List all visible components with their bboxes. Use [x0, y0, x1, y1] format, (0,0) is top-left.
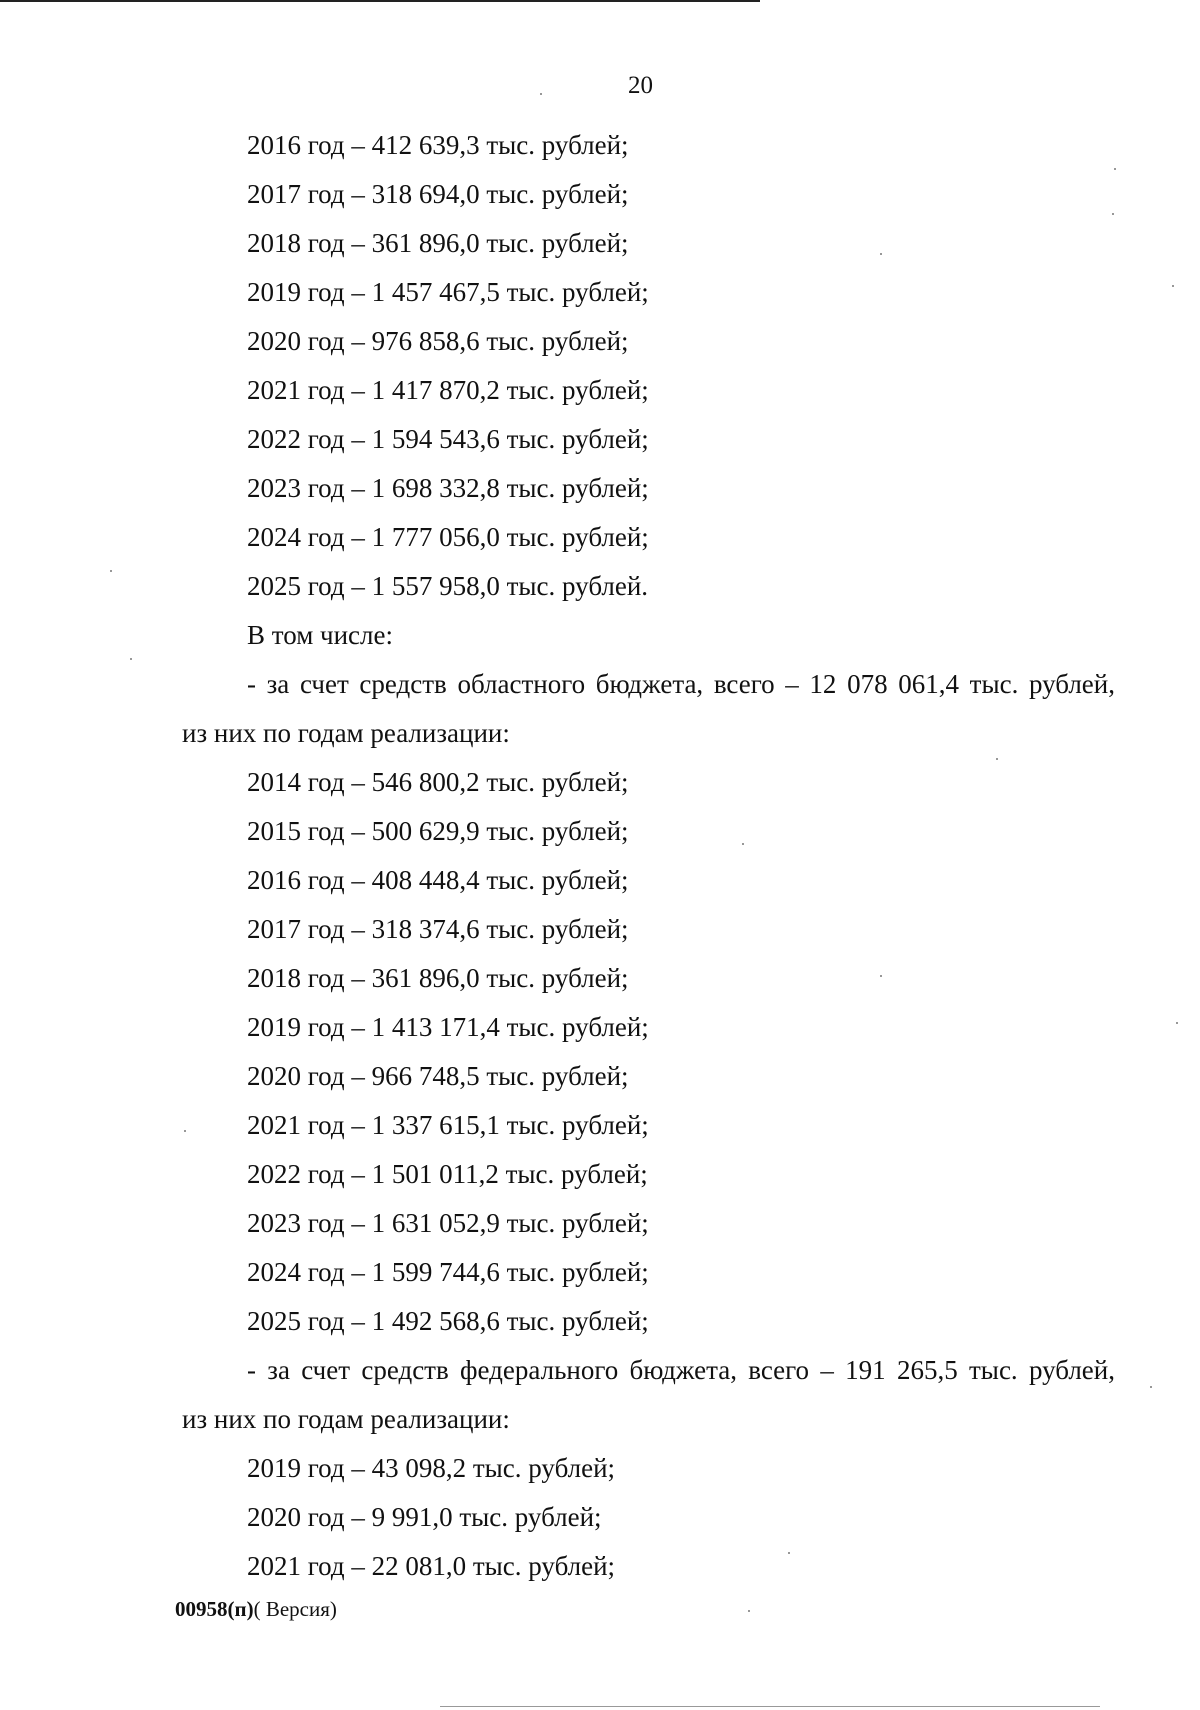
scan-speck [540, 93, 542, 95]
regional-line-2018: 2018 год – 361 896,0 тыс. рублей; [247, 963, 629, 993]
funding-line-2022: 2022 год – 1 594 543,6 тыс. рублей; [247, 424, 649, 454]
funding-line-2021: 2021 год – 1 417 870,2 тыс. рублей; [247, 375, 649, 405]
funding-line-2025: 2025 год – 1 557 958,0 тыс. рублей. [247, 571, 649, 601]
scan-speck [788, 1552, 790, 1554]
including-heading: В том числе: [247, 620, 393, 650]
scan-speck [880, 253, 882, 255]
document-version: ( Версия) [253, 1597, 337, 1621]
regional-line-2014: 2014 год – 546 800,2 тыс. рублей; [247, 767, 629, 797]
regional-line-2023: 2023 год – 1 631 052,9 тыс. рублей; [247, 1208, 649, 1238]
document-code: 00958(п) [175, 1597, 254, 1621]
scan-speck [880, 975, 882, 977]
federal-line-2021: 2021 год – 22 081,0 тыс. рублей; [247, 1551, 616, 1581]
regional-line-2022: 2022 год – 1 501 011,2 тыс. рублей; [247, 1159, 648, 1189]
regional-line-2021: 2021 год – 1 337 615,1 тыс. рублей; [247, 1110, 649, 1140]
scan-speck [742, 843, 744, 845]
funding-line-2023: 2023 год – 1 698 332,8 тыс. рублей; [247, 473, 649, 503]
scan-speck [748, 1610, 750, 1612]
scan-speck [184, 1130, 186, 1132]
regional-line-2016: 2016 год – 408 448,4 тыс. рублей; [247, 865, 629, 895]
federal-line-2020: 2020 год – 9 991,0 тыс. рублей; [247, 1502, 602, 1532]
scan-speck [1112, 213, 1114, 215]
page-number: 20 [628, 72, 653, 99]
regional-budget-by-years-label: из них по годам реализации: [182, 718, 510, 748]
funding-line-2016: 2016 год – 412 639,3 тыс. рублей; [247, 130, 629, 160]
scan-speck [1172, 285, 1174, 287]
funding-line-2020: 2020 год – 976 858,6 тыс. рублей; [247, 326, 629, 356]
regional-budget-total: - за счет средств областного бюджета, всего – 12 078 061,4 тыс. рублей, [247, 669, 1115, 699]
federal-budget-by-years-label: из них по годам реализации: [182, 1404, 510, 1434]
scan-speck [130, 658, 132, 660]
federal-line-2019: 2019 год – 43 098,2 тыс. рублей; [247, 1453, 616, 1483]
scan-speck [996, 758, 998, 760]
funding-line-2018: 2018 год – 361 896,0 тыс. рублей; [247, 228, 629, 258]
federal-budget-total: - за счет средств федерального бюджета, всего – 191 265,5 тыс. рублей, [247, 1355, 1115, 1385]
regional-line-2024: 2024 год – 1 599 744,6 тыс. рублей; [247, 1257, 649, 1287]
scan-speck [1150, 1386, 1152, 1388]
funding-line-2019: 2019 год – 1 457 467,5 тыс. рублей; [247, 277, 649, 307]
scan-speck [110, 570, 112, 572]
top-border-line [0, 0, 760, 2]
bottom-border-line [440, 1706, 1100, 1707]
scan-speck [1114, 168, 1116, 170]
regional-line-2017: 2017 год – 318 374,6 тыс. рублей; [247, 914, 629, 944]
funding-line-2024: 2024 год – 1 777 056,0 тыс. рублей; [247, 522, 649, 552]
regional-line-2019: 2019 год – 1 413 171,4 тыс. рублей; [247, 1012, 649, 1042]
document-footer-code [175, 1595, 337, 1623]
scan-speck [1176, 1022, 1178, 1024]
regional-line-2025: 2025 год – 1 492 568,6 тыс. рублей; [247, 1306, 649, 1336]
regional-line-2020: 2020 год – 966 748,5 тыс. рублей; [247, 1061, 629, 1091]
regional-line-2015: 2015 год – 500 629,9 тыс. рублей; [247, 816, 629, 846]
funding-line-2017: 2017 год – 318 694,0 тыс. рублей; [247, 179, 629, 209]
